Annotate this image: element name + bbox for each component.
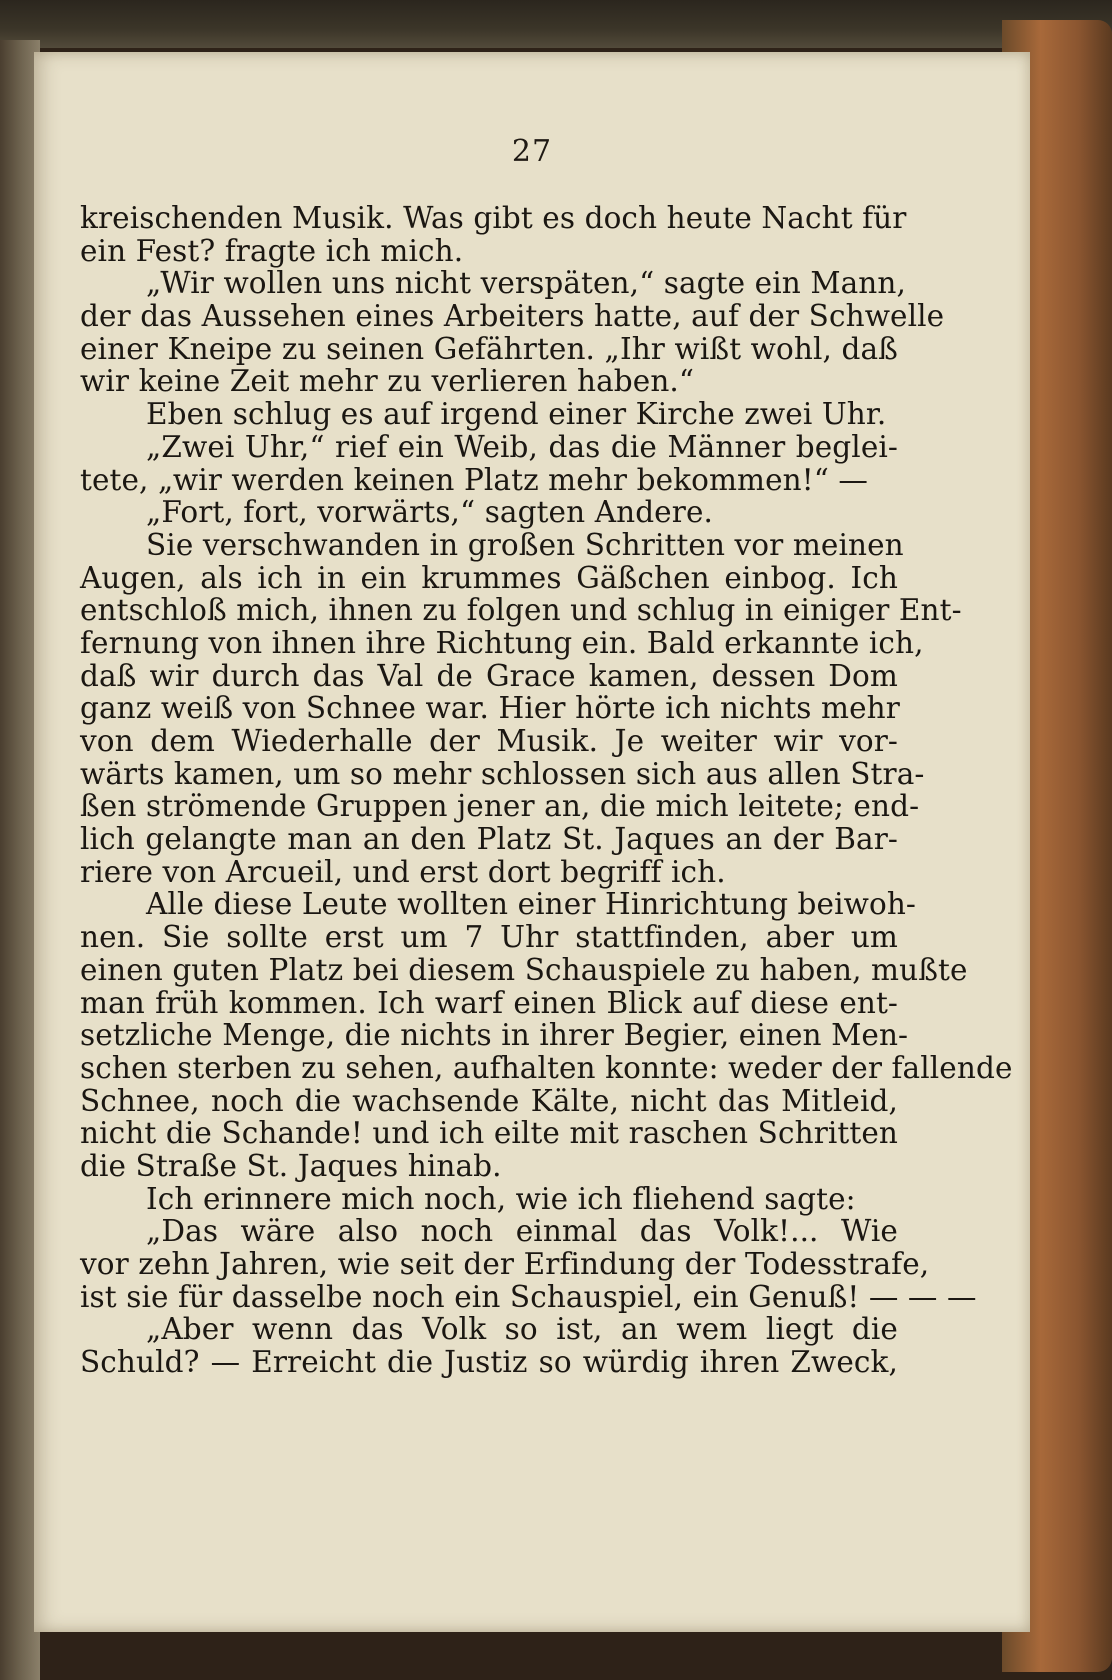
text-line: Augen, als ich in ein krummes Gäßchen einbog. Ich	[80, 560, 898, 595]
text-line: daß wir durch das Val de Grace kamen, dessen Dom	[80, 658, 898, 693]
text-line: schen sterben zu sehen, aufhalten konnte: weder der fallende	[80, 1050, 1013, 1085]
text-line: ganz weiß von Schnee war. Hier hörte ich nichts mehr	[80, 691, 900, 726]
text-line: Schuld? — Erreicht die Justiz so würdig ihren Zweck,	[80, 1345, 898, 1380]
book-top-edge	[0, 0, 1112, 48]
text-line: vor zehn Jahren, wie seit der Erfindung der Todesstrafe,	[80, 1247, 930, 1281]
text-line: ßen strömende Gruppen jener an, die mich leitete; end-	[80, 789, 920, 824]
text-line: der das Aussehen eines Arbeiters hatte, auf der Schwelle	[80, 299, 945, 334]
text-line: kreischenden Musik. Was gibt es doch heute Nacht für	[80, 201, 907, 235]
text-line: Eben schlug es auf irgend einer Kirche zwei Uhr.	[146, 397, 887, 432]
text-line: riere von Arcueil, und erst dort begriff ich.	[80, 854, 726, 889]
text-line: einer Kneipe zu seinen Gefährten. „Ihr wißt wohl, daß	[80, 331, 898, 366]
text-line: ist sie für dasselbe noch ein Schauspiel, ein Genuß! — — —	[80, 1279, 977, 1314]
text-line: lich gelangte man an den Platz St. Jaques an der Bar-	[80, 822, 898, 857]
text-line: entschloß mich, ihnen zu folgen und schlug in einiger Ent-	[80, 593, 962, 628]
text-line: „Wir wollen uns nicht verspäten,“ sagte ein Mann,	[146, 266, 906, 301]
text-line: man früh kommen. Ich warf einen Blick auf diese ent-	[80, 985, 898, 1020]
text-line: Ich erinnere mich noch, wie ich fliehend sagte:	[146, 1181, 856, 1216]
text-line: „Das wäre also noch einmal das Volk!... Wie	[146, 1214, 898, 1249]
text-line: Alle diese Leute wollten einer Hinrichtung beiwoh-	[146, 887, 916, 922]
text-line: „Fort, fort, vorwärts,“ sagten Andere.	[146, 495, 713, 530]
text-line: Schnee, noch die wachsende Kälte, nicht das Mitleid,	[80, 1083, 898, 1118]
body-text	[80, 201, 1013, 1380]
text-line: von dem Wiederhalle der Musik. Je weiter wir vor-	[80, 724, 898, 758]
page-number: 27	[511, 134, 553, 169]
text-line: „Aber wenn das Volk so ist, an wem liegt die	[146, 1312, 898, 1347]
text-line: fernung von ihnen ihre Richtung ein. Bald erkannte ich,	[80, 625, 924, 660]
text-line: tete, „wir werden keinen Platz mehr bekommen!“ —	[80, 462, 868, 497]
text-line: nen. Sie sollte erst um 7 Uhr stattfinden, aber um	[80, 920, 898, 955]
text-line: wir keine Zeit mehr zu verlieren haben.“	[80, 364, 695, 399]
text-line: Sie verschwanden in großen Schritten vor meinen	[146, 527, 904, 562]
text-line: nicht die Schande! und ich eilte mit raschen Schritten	[80, 1116, 898, 1151]
book-page	[34, 52, 1030, 1632]
text-line: einen guten Platz bei diesem Schauspiele zu haben, mußte	[80, 952, 968, 987]
text-line: die Straße St. Jaques hinab.	[80, 1148, 502, 1183]
text-line: setzliche Menge, die nichts in ihrer Begier, einen Men-	[80, 1018, 909, 1053]
text-line: „Zwei Uhr,“ rief ein Weib, das die Männer beglei-	[146, 429, 898, 464]
text-line: wärts kamen, um so mehr schlossen sich aus allen Stra-	[80, 756, 925, 791]
text-line: ein Fest? fragte ich mich.	[80, 233, 464, 268]
